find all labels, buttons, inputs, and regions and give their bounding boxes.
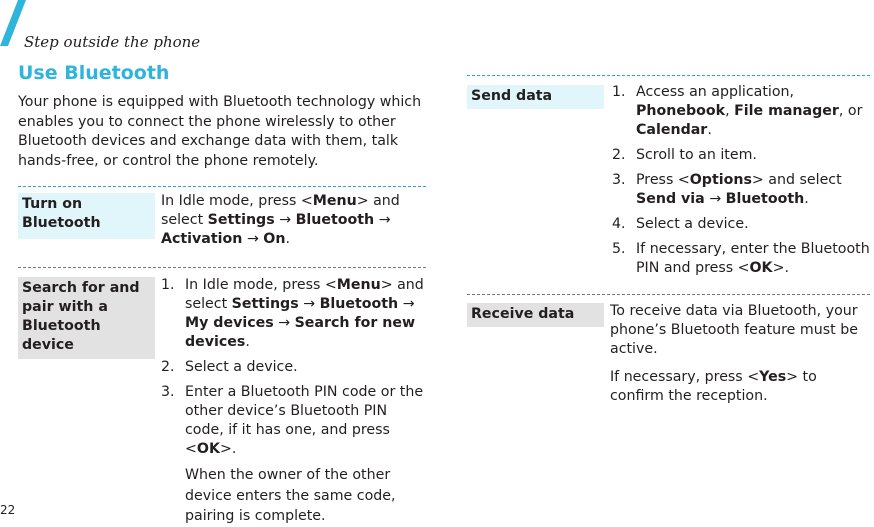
list-item: 2. Scroll to an item.	[612, 147, 757, 163]
page-number: 22	[0, 503, 16, 517]
receive-paragraph-1: To receive data via Bluetooth, your phone’s Bluetooth feature must be active.	[610, 303, 858, 357]
list-item: 1. In Idle mode, press <Menu> and select Settings → Bluetooth → My devices → Search for new devices.	[161, 277, 424, 350]
row-divider-receive	[467, 294, 870, 295]
turn-on-instructions: In Idle mode, press <Menu> and select Settings → Bluetooth → Activation → On.	[161, 193, 400, 247]
label-search-and-pair: Search for and pair with a Bluetooth device	[18, 277, 155, 359]
list-item: 1. Access an application, Phonebook, File manager, or Calendar.	[612, 84, 863, 138]
label-receive-data: Receive data	[467, 303, 604, 327]
receive-paragraph-2: If necessary, press <Yes> to confirm the reception.	[610, 369, 817, 404]
receive-instructions	[610, 302, 872, 406]
row-divider-send	[467, 75, 870, 76]
row-divider-search	[18, 267, 426, 268]
list-item: 5. If necessary, enter the Bluetooth PIN and press <OK>.	[612, 241, 870, 276]
header-title: Step outside the phone	[24, 33, 201, 51]
list-item: 3. Enter a Bluetooth PIN code or the other device’s Bluetooth PIN code, if it has one, and press <OK>.	[161, 384, 424, 457]
intro-paragraph: Your phone is equipped with Bluetooth technology which enables you to connect the phone wirelessly to other Bluetooth devices and exchange data with them, talk hands-free, or control the phone remotely.	[18, 94, 422, 169]
label-turn-on-bluetooth: Turn on Bluetooth	[18, 193, 155, 239]
header-accent-bar	[0, 0, 26, 46]
list-item: 3. Press <Options> and select Send via → Bluetooth.	[612, 172, 842, 207]
send-instructions	[612, 83, 874, 284]
section-title: Use Bluetooth	[18, 62, 170, 84]
list-item: 4. Select a device.	[612, 216, 749, 232]
search-instructions	[161, 276, 426, 527]
pairing-note: When the owner of the other device enters the same code, pairing is complete.	[185, 467, 396, 524]
list-item: 2. Select a device.	[161, 359, 298, 375]
row-divider-turn-on	[18, 186, 426, 187]
label-send-data: Send data	[467, 85, 604, 109]
